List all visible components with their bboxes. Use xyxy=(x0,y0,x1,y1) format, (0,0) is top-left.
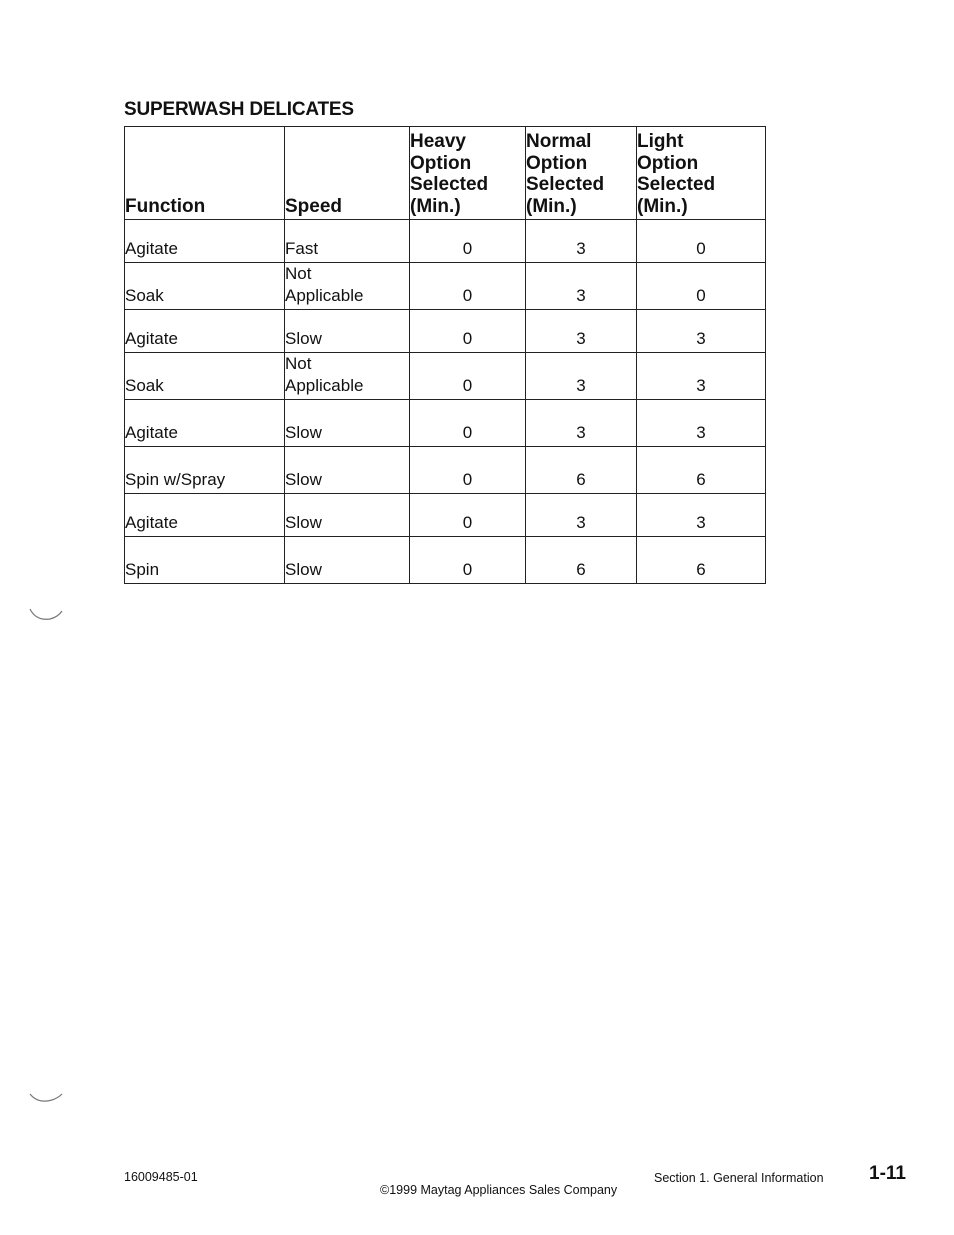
cell-heavy: 0 xyxy=(410,400,526,447)
cell-speed xyxy=(285,400,410,447)
header-light-line: (Min.) xyxy=(637,195,688,217)
cell-speed xyxy=(285,447,410,494)
cell-heavy: 0 xyxy=(410,494,526,537)
cell-heavy: 0 xyxy=(410,353,526,400)
cell-function: Agitate xyxy=(125,220,285,263)
header-heavy xyxy=(410,127,526,220)
cell-speed xyxy=(285,537,410,584)
table-header-row xyxy=(125,127,766,220)
cell-light: 3 xyxy=(637,310,766,353)
header-heavy-line: (Min.) xyxy=(410,195,461,217)
cell-speed-line: Slow xyxy=(285,513,322,532)
copyright-notice: ©1999 Maytag Appliances Sales Company xyxy=(380,1183,618,1197)
cell-speed xyxy=(285,353,410,400)
cell-normal: 3 xyxy=(526,310,637,353)
header-light xyxy=(637,127,766,220)
page-number: 1-11 xyxy=(869,1163,906,1184)
cell-speed-line: Not xyxy=(285,264,312,283)
cell-speed-line: Not xyxy=(285,354,312,373)
cell-light: 0 xyxy=(637,263,766,310)
header-normal-line: Option xyxy=(526,152,588,174)
cell-light: 3 xyxy=(637,353,766,400)
cell-speed xyxy=(285,263,410,310)
cycle-table xyxy=(124,126,766,584)
cell-normal: 3 xyxy=(526,400,637,447)
scan-artifact xyxy=(28,1082,68,1106)
table-row xyxy=(125,537,766,584)
cell-light: 3 xyxy=(637,400,766,447)
cell-light: 3 xyxy=(637,494,766,537)
header-normal-line: (Min.) xyxy=(526,195,577,217)
cell-normal: 3 xyxy=(526,353,637,400)
table-row xyxy=(125,263,766,310)
header-function: Function xyxy=(125,127,285,220)
cell-speed-line: Applicable xyxy=(285,376,364,395)
cell-function: Soak xyxy=(125,353,285,400)
header-light-line: Selected xyxy=(637,174,716,195)
cell-function: Spin xyxy=(125,537,285,584)
cell-function: Spin w/Spray xyxy=(125,447,285,494)
table-row xyxy=(125,400,766,447)
table-row xyxy=(125,447,766,494)
cell-normal: 3 xyxy=(526,494,637,537)
scan-artifact xyxy=(28,605,68,625)
cell-heavy: 0 xyxy=(410,310,526,353)
cell-normal: 3 xyxy=(526,220,637,263)
header-normal-line: Selected xyxy=(526,174,605,195)
document-number: 16009485-01 xyxy=(124,1170,198,1184)
cell-light: 6 xyxy=(637,447,766,494)
cell-function: Agitate xyxy=(125,400,285,447)
header-speed: Speed xyxy=(285,127,410,220)
cell-normal: 3 xyxy=(526,263,637,310)
cell-speed xyxy=(285,310,410,353)
cell-heavy: 0 xyxy=(410,220,526,263)
cell-speed-line: Slow xyxy=(285,329,322,348)
header-heavy-line: Option xyxy=(410,152,472,174)
cell-speed xyxy=(285,494,410,537)
table-row xyxy=(125,310,766,353)
table-row xyxy=(125,220,766,263)
cell-speed-line: Slow xyxy=(285,560,322,579)
cell-function: Agitate xyxy=(125,494,285,537)
header-light-line: Option xyxy=(637,152,699,174)
section-label: Section 1. General Information xyxy=(654,1171,824,1185)
cell-function: Soak xyxy=(125,263,285,310)
header-heavy-line: Selected xyxy=(410,174,489,195)
cell-function: Agitate xyxy=(125,310,285,353)
cell-light: 0 xyxy=(637,220,766,263)
cell-heavy: 0 xyxy=(410,447,526,494)
cell-normal: 6 xyxy=(526,447,637,494)
table-row xyxy=(125,353,766,400)
cell-speed-line: Slow xyxy=(285,470,322,489)
cell-speed xyxy=(285,220,410,263)
cell-speed-line: Fast xyxy=(285,239,319,258)
cell-speed-line: Applicable xyxy=(285,286,364,305)
cell-heavy: 0 xyxy=(410,263,526,310)
cell-light: 6 xyxy=(637,537,766,584)
header-normal xyxy=(526,127,637,220)
cell-normal: 6 xyxy=(526,537,637,584)
cell-heavy: 0 xyxy=(410,537,526,584)
header-light-line: Light xyxy=(637,131,684,152)
section-title: SUPERWASH DELICATES xyxy=(124,99,354,120)
table-row xyxy=(125,494,766,537)
header-heavy-line: Heavy xyxy=(410,131,466,152)
header-normal-line: Normal xyxy=(526,131,592,152)
cell-speed-line: Slow xyxy=(285,423,322,442)
